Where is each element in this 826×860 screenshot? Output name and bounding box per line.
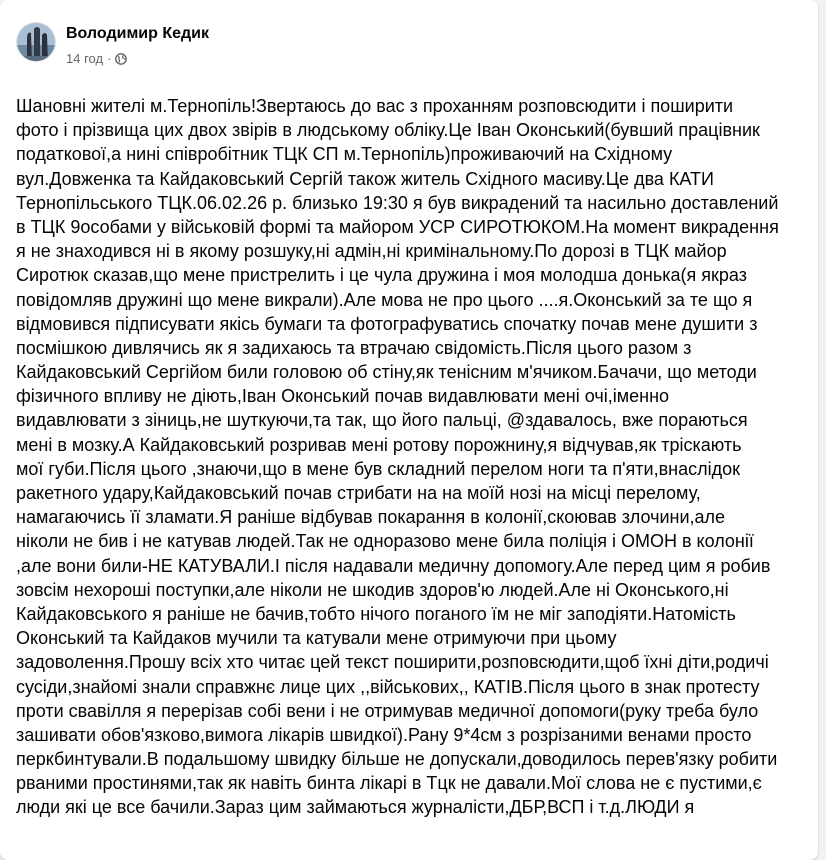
post-text-line: видавлювати з зіниць,не шуткуючи,та так, що його пальці, @здавалось, вже пораються [16,410,748,431]
post-text-line: проти свавілля я перерізав собі вени і не отримував медичної допомоги(руку треба було [16,700,759,721]
post-meta [66,24,209,67]
profile-photo-icon [17,23,56,62]
post-text-line: люди які це все бачили.Зараз цим займаються журналісти,ДБР,ВСП і т.д.ЛЮДИ я [16,797,695,818]
author-name[interactable]: Володимир Кедик [66,25,209,42]
post-text-line: Кайдаковський Сергійом били головою об стіну,як тенісним м'ячиком.Бачачи, що методи [16,362,757,383]
avatar[interactable] [16,22,56,62]
post-text-line: посмішкою дивлячись як я задихаюсь та втрачаю свідомість.Після цього разом з [16,337,692,358]
post-text-line: Кайдаковського я раніше не бачив,тобто нічого поганого їм не міг заподіяти.Натомість [16,603,736,624]
globe-icon[interactable] [115,53,127,65]
post-text-line: повідомляв дружині що мене викрали).Але мова не про цього ....я.Оконський за те що я [16,289,753,310]
post-subline [66,51,209,67]
post-text-line: податкової,а нині співробітник ТЦК СП м.Тернопіль)проживаючий на Східному [16,144,673,165]
post-timestamp[interactable]: 14 год [66,51,104,66]
post-text-line: вул.Довженка та Кайдаковський Сергій також житель Східного масиву.Це два КАТИ [16,168,714,189]
post-text-line: мені в мозку.А Кайдаковський розривав мені ротову порожнину,я відчував,як тріскають [16,434,742,455]
post-text-line: рваними простинями,так як навіть бинта лікарі в Тцк не давали.Мої слова не є пустими,є [16,773,762,794]
post-text-line: зовсім нехороші поступки,але ніколи не шкодив здоров'ю людей.Але ні Оконського,ні [16,579,729,600]
post-body [16,94,812,820]
post-text-line: мої губи.Після цього ,знаючи,що в мене був складний перелом ноги та п'яти,внаслідок [16,458,741,479]
post-text-line: задоволення.Прошу всіх хто читає цей текст поширити,розповсюдити,щоб їхні діти,родичі [16,652,769,673]
post-text-line: ракетного удару,Кайдаковський почав стрибати на на моїй нозі на місці перелому, [16,483,701,503]
post-text-line: фото і прізвища цих двох звірів в людському обліку.Це Іван Оконський(бувший працівник [16,120,760,141]
post-text-line: Тернопільського ТЦК.06.02.26 р. близько 19:30 я був викрадений та насильно доставлений [16,192,779,213]
post-text-line: ,але вони били-НЕ КАТУВАЛИ.І після надавали медичну допомогу.Але перед цим я робив [16,555,771,576]
post-header [16,22,209,67]
post-text-line: фізичного впливу не діють,Іван Оконський почав видавлювати мені очі,іменно [16,386,670,407]
separator-dot: · [107,51,112,66]
post-text-line: Шановні жителі м.Тернопіль!Звертаюсь до вас з проханням розповсюдити і поширити [16,96,734,116]
post-text-line: сусіди,знайомі знали справжнє лице цих ,,військових,, КАТІВ.Після цього в знак протесту [16,676,760,697]
post-text-line: намагаючись її зламати.Я раніше відбував покарання в колонії,скоював злочини,але [16,507,726,528]
post-text-line: я не знаходився ні в якому розшуку,ні адмін,ні кримінальному.По дорозі в ТЦК майор [16,241,727,262]
post-text-line: зашивати обов'язково,вимога лікарів швидкої).Рану 9*4см з розрізаними венами просто [16,724,752,745]
post-text-line: ніколи не бив і не катував людей.Так не одноразово мене била поліція і ОМОН в колонії [16,531,754,552]
post-text-line: перкбинтували.В подальшому швидку більше не допускали,доводилось перев'язку робити [16,749,778,770]
post-text-line: в ТЦК 9особами у військовій формі та майором УСР СИРОТЮКОМ.На момент викрадення [16,216,779,237]
post-text-line: відмовився підписувати якісь бумаги та фотографуватись спочатку почав мене душити з [16,313,758,334]
post-text-line: Оконський та Кайдаков мучили та катували мене отримуючи при цьому [16,628,617,649]
post-text-line: Сиротюк сказав,що мене пристрелить і це чула дружина і моя молодша донька(я якраз [16,265,747,286]
